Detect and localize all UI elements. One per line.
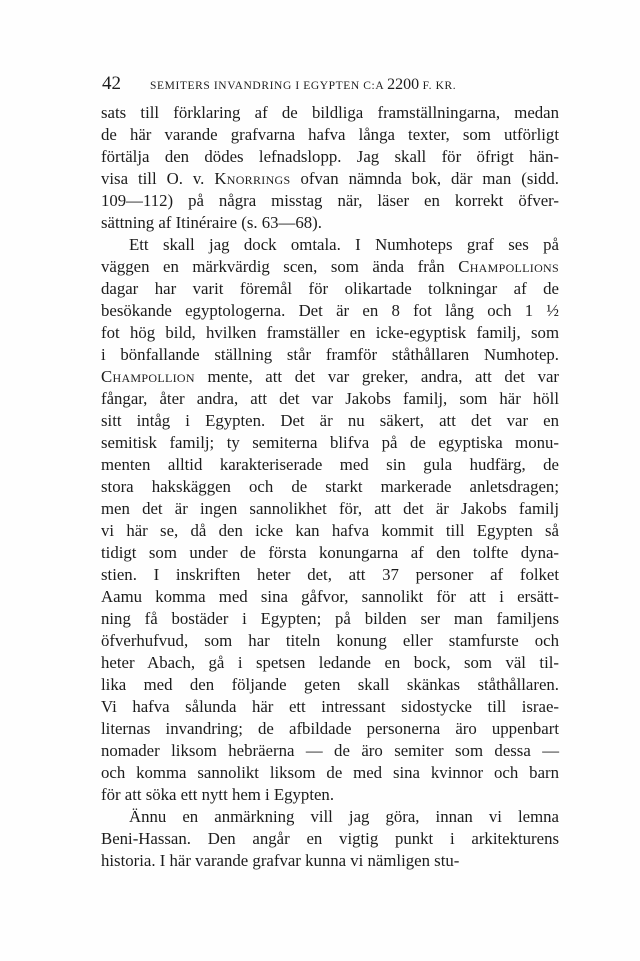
text-line: [101, 168, 559, 190]
text-segment: ofvan nämnda bok, där man (sidd.: [290, 169, 559, 188]
text-line: [101, 344, 559, 366]
text-segment: förtälja den dödes lefnadslopp. Jag skall för öfrigt hän-: [101, 147, 559, 166]
text-segment: men det är ingen sannolikhet för, att det är Jakobs familj: [101, 499, 559, 518]
paragraph: [101, 102, 559, 234]
text-segment: och komma sannolikt liksom de med sina kvinnor och barn: [101, 763, 559, 782]
text-segment: Aamu komma med sina gåfvor, sannolikt för att i ersätt-: [101, 587, 559, 606]
text-line: [101, 696, 559, 718]
text-segment: Beni-Hassan. Den angår en vigtig punkt i arkitekturens: [101, 829, 559, 848]
text-segment: heter Abach, gå i spetsen ledande en bock, som väl til-: [101, 653, 559, 672]
text-segment: semitisk familj; ty semiterna blifva på de egyptiska monu-: [101, 433, 559, 452]
text-segment: stien. I inskriften heter det, att 37 personer af folket: [101, 565, 559, 584]
text-segment: för att söka ett nytt hem i Egypten.: [101, 785, 335, 804]
text-segment: Ett skall jag dock omtala. I Numhoteps graf ses på: [129, 235, 559, 254]
text-line: [101, 542, 559, 564]
text-line: [101, 256, 559, 278]
text-line: [101, 190, 559, 212]
body-text: [101, 102, 559, 872]
text-segment: dagar har varit föremål för olikartade tolkningar af de: [101, 279, 559, 298]
text-segment: mente, att det var greker, andra, att det var: [194, 367, 559, 386]
running-title-suffix: F. KR.: [419, 80, 457, 92]
running-title-year: 2200: [387, 76, 420, 93]
small-caps-name: Knorrings: [214, 169, 291, 188]
text-line: [101, 410, 559, 432]
text-line: [101, 476, 559, 498]
page-number: 42: [102, 73, 121, 94]
text-line: [101, 586, 559, 608]
text-line: [101, 454, 559, 476]
text-line: [101, 102, 559, 124]
text-segment: visa till O. v.: [101, 169, 215, 188]
text-line: [101, 498, 559, 520]
text-line: [101, 432, 559, 454]
text-line: [101, 322, 559, 344]
paragraph: [101, 234, 559, 806]
text-segment: menten alltid karakteriserade med sin gula hudfärg, de: [101, 455, 559, 474]
running-title-text: SEMITERS INVANDRING I EGYPTEN C:A: [150, 80, 388, 92]
text-line: [101, 806, 559, 828]
text-segment: liternas invandring; de afbildade personerna äro uppenbart: [101, 719, 559, 738]
running-title: [150, 76, 456, 95]
text-line: [101, 608, 559, 630]
text-line: [101, 784, 559, 806]
text-line: [101, 564, 559, 586]
text-segment: ning få bostäder i Egypten; på bilden ser man familjens: [101, 609, 559, 628]
text-segment: tidigt som under de första konungarna af den tolfte dyna-: [101, 543, 559, 562]
text-segment: vi här se, då den icke kan hafva kommit till Egypten så: [101, 521, 559, 540]
text-line: [101, 300, 559, 322]
text-line: [101, 520, 559, 542]
text-segment: öfverhufvud, som har titeln konung eller stamfurste och: [101, 631, 559, 650]
text-segment: 109—112) på några misstag när, läser en korrekt öfver-: [101, 191, 559, 210]
text-segment: fot hög bild, hvilken framställer en icke-egyptisk familj, som: [101, 323, 559, 342]
text-segment: sättning af Itinéraire (s. 63—68).: [101, 213, 322, 232]
small-caps-name: Champollions: [458, 257, 559, 276]
text-segment: historia. I här varande grafvar kunna vi nämligen stu-: [101, 851, 460, 870]
text-line: [101, 762, 559, 784]
text-segment: besökande egyptologerna. Det är en 8 fot lång och 1 ½: [101, 301, 559, 320]
text-segment: väggen en märkvärdig scen, som ända från: [101, 257, 459, 276]
text-line: [101, 234, 559, 256]
text-segment: lika med den följande geten skall skänkas ståthållaren.: [101, 675, 559, 694]
text-segment: i bönfallande ställning står framför ståthållaren Numhotep.: [101, 345, 559, 364]
text-line: [101, 850, 559, 872]
text-segment: de här varande grafvarna hafva långa texter, som utförligt: [101, 125, 559, 144]
text-line: [101, 828, 559, 850]
small-caps-name: Champollion: [101, 367, 195, 386]
text-segment: Ännu en anmärkning vill jag göra, innan vi lemna: [129, 807, 559, 826]
text-segment: sats till förklaring af de bildliga framställningarna, medan: [101, 103, 559, 122]
paragraph: [101, 806, 559, 872]
text-line: [101, 630, 559, 652]
text-segment: nomader liksom hebräerna — de äro semiter som dessa —: [101, 741, 559, 760]
text-line: [101, 718, 559, 740]
text-segment: fångar, åter andra, att det var Jakobs familj, som här höll: [101, 389, 559, 408]
text-line: [101, 124, 559, 146]
running-head: [102, 72, 562, 96]
text-line: [101, 388, 559, 410]
text-segment: Vi hafva sålunda här ett intressant sidostycke till israe-: [101, 697, 559, 716]
text-segment: sitt intåg i Egypten. Det är nu säkert, att det var en: [101, 411, 559, 430]
text-line: [101, 278, 559, 300]
text-line: [101, 212, 559, 234]
text-line: [101, 366, 559, 388]
text-line: [101, 146, 559, 168]
text-line: [101, 652, 559, 674]
text-segment: stora hakskäggen och de starkt markerade anletsdragen;: [101, 477, 559, 496]
text-line: [101, 674, 559, 696]
text-line: [101, 740, 559, 762]
